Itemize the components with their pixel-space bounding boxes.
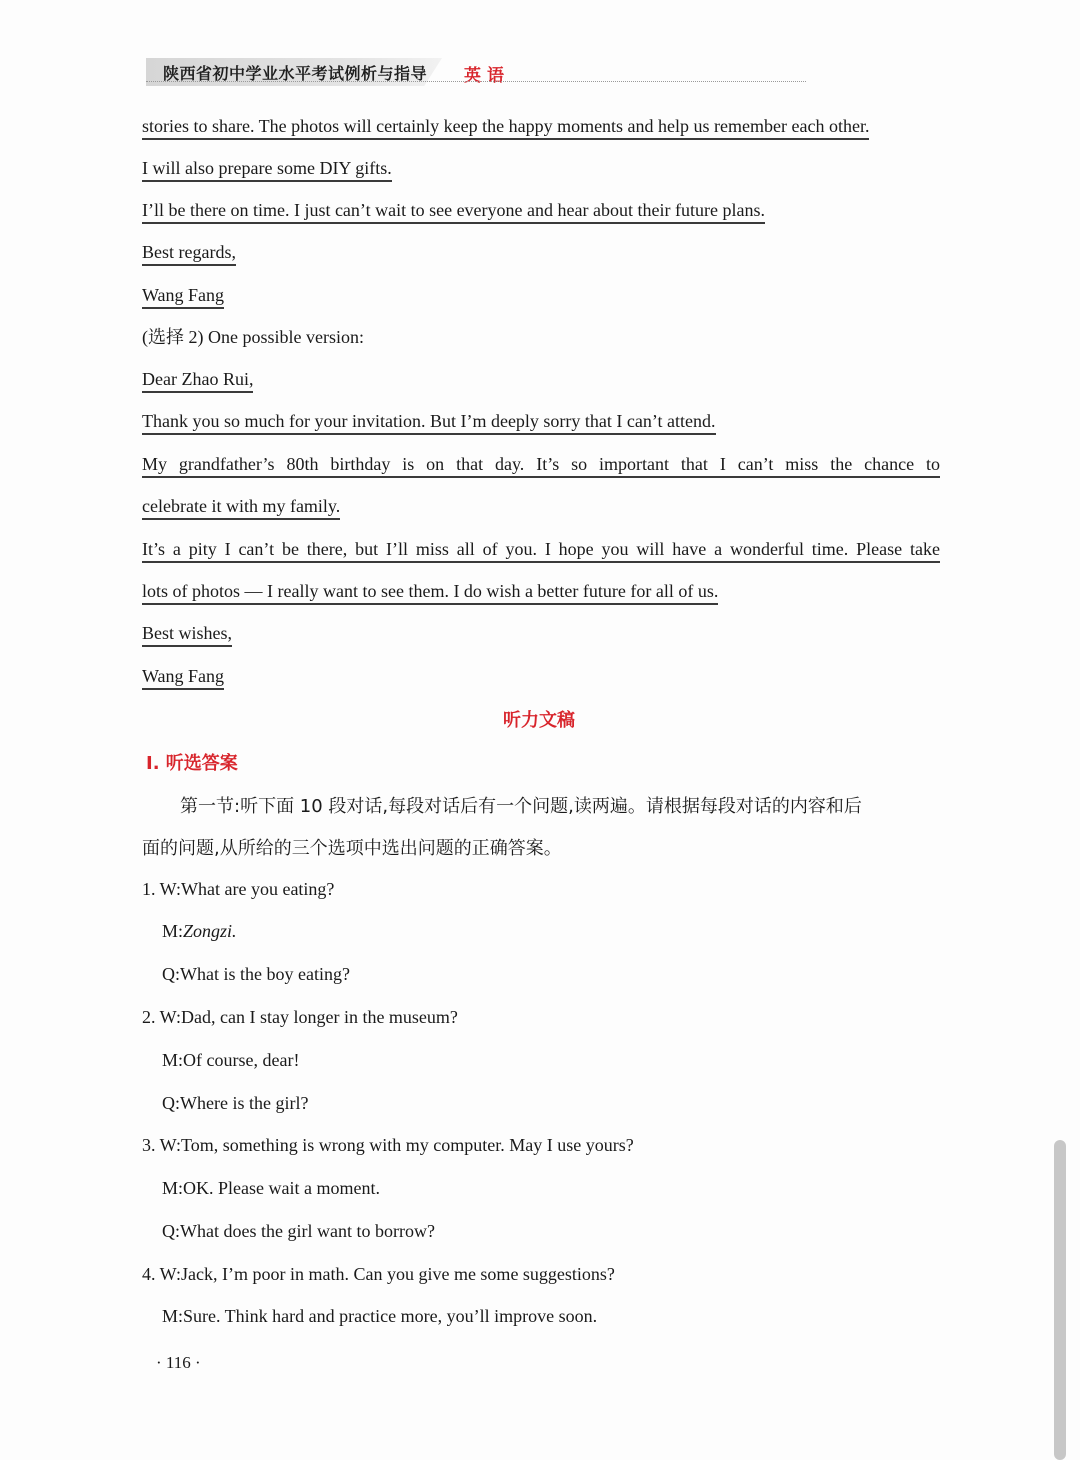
option2-label: (选择 2) One possible version: <box>142 327 364 347</box>
dialogue-line: M:Of course, dear! <box>162 1050 300 1070</box>
letter2-line: celebrate it with my family. <box>142 495 340 520</box>
letter2-greeting: Dear Zhao Rui, <box>142 368 253 393</box>
letter1-line: stories to share. The photos will certainly keep the happy moments and help us remember each other. <box>142 115 869 140</box>
subject-label: 英语 <box>464 66 510 86</box>
letter2-line: lots of photos — I really want to see them. I do wish a better future for all of us. <box>142 580 718 605</box>
letter1-line: I will also prepare some DIY gifts. <box>142 157 392 182</box>
dialogue-line: M:Sure. Think hard and practice more, you’ll improve soon. <box>162 1306 598 1326</box>
letter2-signature: Wang Fang <box>142 665 224 690</box>
letter1-signature: Wang Fang <box>142 284 224 309</box>
header-divider <box>146 81 806 82</box>
letter2-line: It’s a pity I can’t be there, but I’ll miss all of you. I hope you will have a wonderful time. Please take <box>142 538 940 563</box>
letter1-line: I’ll be there on time. I just can’t wait to see everyone and hear about their future plans. <box>142 199 765 224</box>
dialogue-question: Q:What is the boy eating? <box>162 964 350 984</box>
dialogue-line: 3. W:Tom, something is wrong with my computer. May I use yours? <box>142 1135 634 1155</box>
scrollbar-thumb[interactable] <box>1054 1140 1066 1460</box>
letter1-closing: Best regards, <box>142 241 236 266</box>
dialogue-line: M:Zongzi. <box>162 921 237 941</box>
book-title: 陕西省初中学业水平考试例析与指导 <box>163 64 428 83</box>
dialogue-line: 4. W:Jack, I’m poor in math. Can you give me some suggestions? <box>142 1264 615 1284</box>
dialogue-question: Q:What does the girl want to borrow? <box>162 1221 435 1241</box>
dialogue-line: 1. W:What are you eating? <box>142 879 335 899</box>
instruction-line: 面的问题,从所给的三个选项中选出问题的正确答案。 <box>142 838 562 859</box>
letter2-closing: Best wishes, <box>142 622 232 647</box>
letter2-line: Thank you so much for your invitation. But I’m deeply sorry that I can’t attend. <box>142 410 716 435</box>
letter2-line: My grandfather’s 80th birthday is on that day. It’s so important that I can’t miss the chance to <box>142 453 940 478</box>
instruction-line: 第一节:听下面 10 段对话,每段对话后有一个问题,读两遍。请根据每段对话的内容和后 <box>180 796 862 817</box>
listening-heading: 听力文稿 <box>503 710 575 731</box>
dialogue-line: 2. W:Dad, can I stay longer in the museum? <box>142 1007 458 1027</box>
section-title: Ⅰ. 听选答案 <box>146 753 238 774</box>
dialogue-line: M:OK. Please wait a moment. <box>162 1178 380 1198</box>
dialogue-question: Q:Where is the girl? <box>162 1093 309 1113</box>
page-number: · 116 · <box>156 1353 201 1372</box>
